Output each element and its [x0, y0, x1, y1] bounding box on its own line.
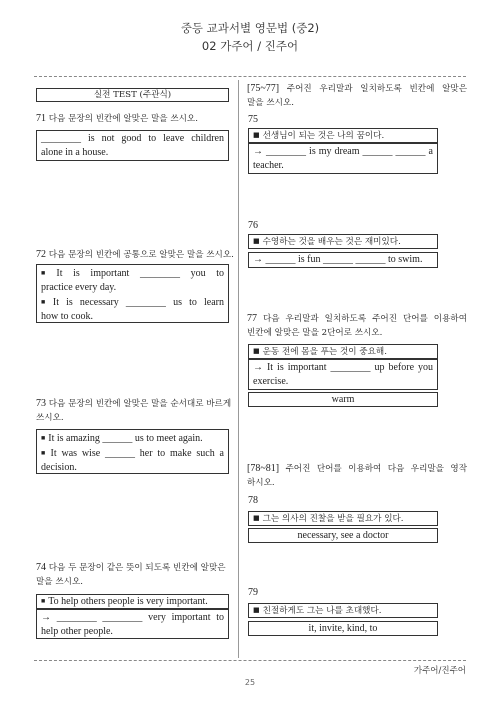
instruction-75-77: [247, 82, 467, 110]
q78-korean-box: [248, 511, 438, 526]
q72-line3: It is necessary ________ us to learn: [52, 297, 224, 308]
q75-korean-box: [248, 128, 438, 143]
q77-instruction-row: [247, 312, 467, 340]
range-75-77: [75~77]: [247, 83, 280, 94]
q76-answer: → ______ is fun ______ ______ to swim.: [253, 254, 423, 265]
q72-line1: It is important ________ you to: [56, 268, 224, 279]
document-title: 중등 교과서별 영문법 (중2): [180, 21, 320, 35]
q77-hint: warm: [331, 394, 355, 405]
q71-number: 71: [36, 113, 46, 124]
q79-hint-box: [248, 621, 438, 636]
bullet-square-icon: ■: [253, 514, 260, 522]
q75-answer-line2: teacher.: [253, 160, 284, 171]
q73-line2: It was wise ______ her to make such a: [50, 448, 224, 459]
q72-line2: practice every day.: [41, 282, 117, 293]
bullet-square-icon: ■: [41, 298, 50, 306]
q79-korean: 친절하게도 그는 나를 초대했다.: [262, 606, 382, 616]
instruction-78-81-line1: 주어진 단어를 이용하여 다음 우리말을 영작: [285, 464, 467, 474]
column-divider: [238, 80, 239, 658]
q77-answer-line1: → It is important ________ up before you: [253, 362, 433, 373]
q77-instruction-line2: 빈칸에 알맞은 말을 2단어로 쓰시오.: [247, 328, 383, 338]
q76-number: 76: [248, 220, 258, 231]
bullet-square-icon: ■: [253, 237, 260, 245]
q71-instruction: 다음 문장의 빈칸에 알맞은 말을 쓰시오.: [48, 114, 198, 124]
q77-instruction-line1: 다음 우리말과 일치하도록 주어진 단어를 이용하여: [262, 314, 468, 324]
q71-line2: alone in a house.: [41, 147, 109, 158]
q75-answer-box: [248, 143, 438, 174]
q79-korean-box: [248, 603, 438, 618]
top-divider: [34, 76, 466, 77]
q78-number: 78: [248, 495, 258, 506]
bullet-square-icon: ■: [41, 269, 54, 277]
test-title-box: [36, 88, 229, 102]
instruction-75-77-line1: 주어진 우리말과 일치하도록 빈칸에 알맞은: [286, 84, 467, 94]
bullet-square-icon: ■: [41, 597, 46, 605]
q73-line3: decision.: [41, 462, 77, 473]
q72-sentence-box: [36, 264, 229, 323]
bullet-square-icon: ■: [41, 434, 46, 442]
q71-line1: ________ is not good to leave children: [41, 133, 224, 144]
q79-hint: it, invite, kind, to: [308, 623, 378, 634]
q75-number: 75: [248, 114, 258, 125]
instruction-78-81: [247, 462, 467, 490]
q72-instruction: 다음 문장의 빈칸에 공통으로 알맞은 말을 쓰시오.: [48, 250, 234, 260]
q71-instruction-row: [36, 112, 236, 126]
test-title: 실전 TEST (주관식): [93, 90, 172, 100]
q74-instruction-line1: 다음 두 문장이 같은 뜻이 되도록 빈칸에 알맞은: [48, 563, 226, 573]
bullet-square-icon: ■: [41, 449, 48, 457]
q76-korean: 수영하는 것을 배우는 것은 재미있다.: [262, 237, 401, 247]
q73-instruction-line2: 쓰시오.: [36, 413, 64, 423]
q74-given-sentence-box: [36, 594, 229, 609]
bottom-divider: [34, 660, 466, 661]
q75-answer-line1: → ________ is my dream ______ ______ a: [253, 146, 433, 157]
q77-answer-line2: exercise.: [253, 376, 289, 387]
range-78-81: [78~81]: [247, 463, 280, 474]
q74-sentence: To help others people is very important.: [48, 596, 208, 607]
q74-number: 74: [36, 562, 46, 573]
q77-korean: 운동 전에 몸을 푸는 것이 중요해.: [262, 347, 387, 357]
bullet-square-icon: ■: [253, 131, 260, 139]
q78-hint: necessary, see a doctor: [297, 530, 389, 541]
q74-answer-box: [36, 609, 229, 639]
q73-instruction-line1: 다음 문장의 빈칸에 알맞은 말을 순서대로 바르게: [48, 399, 232, 409]
q75-korean: 선생님이 되는 것은 나의 꿈이다.: [262, 131, 385, 141]
footer-section-label: 가주어/진주어: [413, 666, 466, 676]
q72-instruction-row: [36, 248, 236, 262]
q73-line1: It is amazing ______ us to meet again.: [48, 433, 203, 444]
q77-answer-box: [248, 359, 438, 390]
bullet-square-icon: ■: [253, 347, 260, 355]
q76-answer-box: [248, 252, 438, 268]
q77-number: 77: [247, 313, 257, 324]
q74-instruction-row: [36, 561, 236, 589]
document-subtitle: 02 가주어 / 진주어: [201, 39, 299, 53]
q79-number: 79: [248, 587, 258, 598]
q74-answer-line2: help other people.: [41, 626, 113, 637]
q73-number: 73: [36, 398, 46, 409]
q73-instruction-row: [36, 397, 236, 425]
instruction-78-81-line2: 하시오.: [247, 478, 275, 488]
q74-instruction-line2: 말을 쓰시오.: [36, 577, 83, 587]
q77-hint-box: [248, 392, 438, 407]
q72-number: 72: [36, 249, 46, 260]
q74-answer-line1: → ________ ________ very important to: [41, 612, 224, 623]
instruction-75-77-line2: 말을 쓰시오.: [247, 98, 294, 108]
page-number: 25: [244, 678, 256, 687]
q73-sentence-box: [36, 429, 229, 474]
q71-sentence-box: [36, 130, 229, 161]
q78-hint-box: [248, 528, 438, 543]
q76-korean-box: [248, 234, 438, 249]
q77-korean-box: [248, 344, 438, 359]
q72-line4: how to cook.: [41, 311, 93, 322]
bullet-square-icon: ■: [253, 606, 260, 614]
q78-korean: 그는 의사의 진찰을 받을 필요가 있다.: [262, 514, 404, 524]
